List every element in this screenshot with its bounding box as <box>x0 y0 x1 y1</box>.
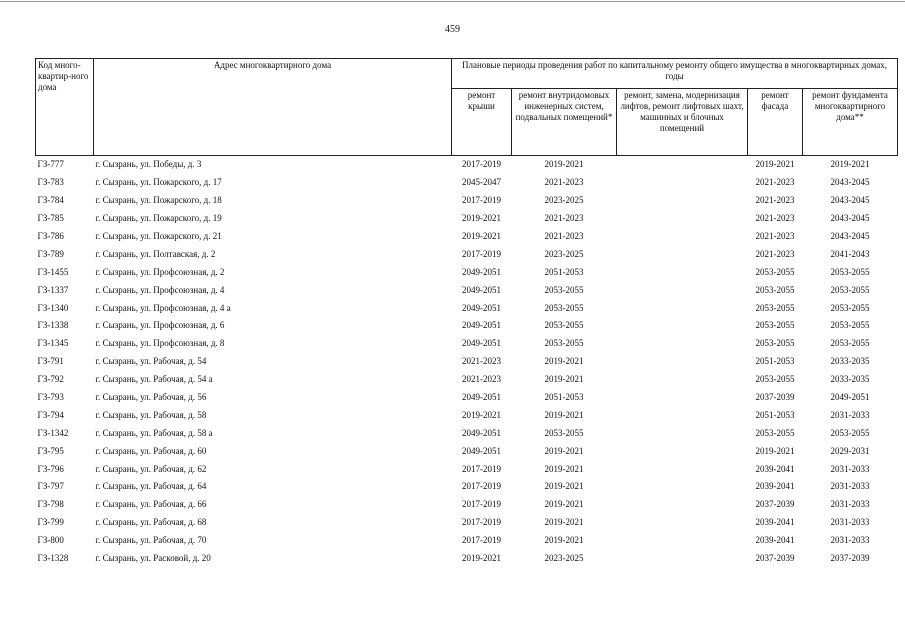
facade-period-cell: 2053-2055 <box>755 427 795 438</box>
header-facade-repair: ремонт фасада <box>748 89 803 156</box>
engineering-period-cell: 2019-2021 <box>544 481 584 492</box>
address-cell: г. Сызрань, ул. Профсоюзная, д. 6 <box>95 320 225 331</box>
foundation-period-cell: 2031-2033 <box>830 409 870 420</box>
elevator-period-cell <box>617 460 748 478</box>
house-code-cell: ГЗ-1340 <box>37 302 69 313</box>
address-cell: г. Сызрань, ул. Рабочая, д. 68 <box>95 517 207 528</box>
house-code-cell: ГЗ-1338 <box>37 320 69 331</box>
table-row <box>36 210 898 228</box>
house-code-cell: ГЗ-800 <box>37 535 64 546</box>
roof-period-cell: 2017-2019 <box>462 195 501 206</box>
roof-period-cell: 2017-2019 <box>462 535 501 546</box>
address-cell: г. Сызрань, ул. Пожарского, д. 17 <box>95 177 222 188</box>
house-code-cell: ГЗ-795 <box>37 445 64 456</box>
elevator-period-cell <box>617 317 748 335</box>
engineering-period-cell: 2051-2053 <box>544 392 584 403</box>
roof-period-cell: 2017-2019 <box>462 517 501 528</box>
house-code-cell: ГЗ-797 <box>37 481 64 492</box>
table-row <box>36 460 898 478</box>
elevator-period-cell <box>617 192 748 210</box>
facade-period-cell: 2053-2055 <box>755 338 795 349</box>
table-row <box>36 532 898 550</box>
engineering-period-cell: 2023-2025 <box>544 195 584 206</box>
header-planned-periods: Плановые периоды проведения работ по капитальному ремонту общего имущества в многоквартирных домах, годы <box>452 59 898 89</box>
table-body <box>36 156 898 568</box>
header-engineering-repair: ремонт внутридомовых инженерных систем, подвальных помещений* <box>512 89 617 156</box>
table-row <box>36 478 898 496</box>
table-row <box>36 371 898 389</box>
foundation-period-cell: 2053-2055 <box>830 427 870 438</box>
roof-period-cell: 2049-2051 <box>462 302 501 313</box>
engineering-period-cell: 2051-2053 <box>544 266 584 277</box>
engineering-period-cell: 2019-2021 <box>544 159 584 170</box>
elevator-period-cell <box>617 514 748 532</box>
house-code-cell: ГЗ-783 <box>37 177 64 188</box>
elevator-period-cell <box>617 496 748 514</box>
engineering-period-cell: 2019-2021 <box>544 517 584 528</box>
address-cell: г. Сызрань, ул. Рабочая, д. 66 <box>95 499 207 510</box>
roof-period-cell: 2021-2023 <box>462 374 501 385</box>
roof-period-cell: 2017-2019 <box>462 463 501 474</box>
elevator-period-cell <box>617 156 748 174</box>
facade-period-cell: 2051-2053 <box>755 356 795 367</box>
house-code-cell: ГЗ-793 <box>37 392 64 403</box>
address-cell: г. Сызрань, ул. Рабочая, д. 58 а <box>95 427 213 438</box>
header-roof-repair: ремонт крыши <box>452 89 512 156</box>
engineering-period-cell: 2019-2021 <box>544 463 584 474</box>
roof-period-cell: 2045-2047 <box>462 177 501 188</box>
roof-period-cell: 2019-2021 <box>462 553 501 564</box>
facade-period-cell: 2053-2055 <box>755 284 795 295</box>
address-cell: г. Сызрань, ул. Рабочая, д. 60 <box>95 445 207 456</box>
foundation-period-cell: 2033-2035 <box>830 374 870 385</box>
engineering-period-cell: 2019-2021 <box>544 445 584 456</box>
foundation-period-cell: 2043-2045 <box>830 195 870 206</box>
foundation-period-cell: 2033-2035 <box>830 356 870 367</box>
elevator-period-cell <box>617 335 748 353</box>
foundation-period-cell: 2031-2033 <box>830 463 870 474</box>
facade-period-cell: 2037-2039 <box>755 499 795 510</box>
roof-period-cell: 2049-2051 <box>462 266 501 277</box>
facade-period-cell: 2021-2023 <box>755 177 795 188</box>
facade-period-cell: 2039-2041 <box>755 517 795 528</box>
facade-period-cell: 2037-2039 <box>755 392 795 403</box>
house-code-cell: ГЗ-798 <box>37 499 64 510</box>
table-header <box>36 59 898 156</box>
elevator-period-cell <box>617 478 748 496</box>
roof-period-cell: 2017-2019 <box>462 481 501 492</box>
engineering-period-cell: 2053-2055 <box>544 320 584 331</box>
foundation-period-cell: 2043-2045 <box>830 231 870 241</box>
engineering-period-cell: 2019-2021 <box>544 356 584 367</box>
table-row <box>36 406 898 424</box>
table-row <box>36 550 898 568</box>
elevator-period-cell <box>617 245 748 263</box>
page-number: 459 <box>445 24 460 35</box>
facade-period-cell: 2039-2041 <box>755 463 795 474</box>
facade-period-cell: 2021-2023 <box>755 213 795 224</box>
roof-period-cell: 2019-2021 <box>462 409 501 420</box>
engineering-period-cell: 2019-2021 <box>544 409 584 420</box>
address-cell: г. Сызрань, ул. Рабочая, д. 54 а <box>95 374 213 385</box>
table-row <box>36 156 898 174</box>
facade-period-cell: 2021-2023 <box>755 231 795 241</box>
header-foundation-repair: ремонт фундамента многоквартирного дома** <box>803 89 898 156</box>
foundation-period-cell: 2029-2031 <box>830 445 870 456</box>
address-cell: г. Сызрань, ул. Рабочая, д. 54 <box>95 356 207 367</box>
engineering-period-cell: 2023-2025 <box>544 248 584 259</box>
elevator-period-cell <box>617 442 748 460</box>
house-code-cell: ГЗ-792 <box>37 374 64 385</box>
engineering-period-cell: 2019-2021 <box>544 535 584 546</box>
address-cell: г. Сызрань, ул. Пожарского, д. 21 <box>95 231 222 241</box>
roof-period-cell: 2049-2051 <box>462 392 501 403</box>
house-code-cell: ГЗ-784 <box>37 195 64 206</box>
table-row <box>36 389 898 407</box>
table-row <box>36 228 898 246</box>
table-row <box>36 335 898 353</box>
address-cell: г. Сызрань, ул. Рабочая, д. 64 <box>95 481 207 492</box>
address-cell: г. Сызрань, ул. Профсоюзная, д. 4 а <box>95 302 231 313</box>
address-cell: г. Сызрань, ул. Рабочая, д. 62 <box>95 463 207 474</box>
foundation-period-cell: 2041-2043 <box>830 248 870 259</box>
roof-period-cell: 2049-2051 <box>462 338 501 349</box>
house-code-cell: ГЗ-799 <box>37 517 64 528</box>
elevator-period-cell <box>617 424 748 442</box>
house-code-cell: ГЗ-1328 <box>37 553 69 564</box>
roof-period-cell: 2019-2021 <box>462 231 501 241</box>
elevator-period-cell <box>617 299 748 317</box>
address-cell: г. Сызрань, ул. Победы, д. 3 <box>95 159 202 170</box>
table-row <box>36 281 898 299</box>
table-row <box>36 496 898 514</box>
facade-period-cell: 2053-2055 <box>755 374 795 385</box>
house-code-cell: ГЗ-791 <box>37 356 64 367</box>
table-row <box>36 263 898 281</box>
house-code-cell: ГЗ-1342 <box>37 427 69 438</box>
page-top-edge <box>0 1 905 2</box>
address-cell: г. Сызрань, ул. Расковой, д. 20 <box>95 553 211 564</box>
house-code-cell: ГЗ-796 <box>37 463 64 474</box>
facade-period-cell: 2019-2021 <box>755 159 795 170</box>
roof-period-cell: 2017-2019 <box>462 499 501 510</box>
facade-period-cell: 2039-2041 <box>755 481 795 492</box>
table-row <box>36 299 898 317</box>
elevator-period-cell <box>617 228 748 246</box>
engineering-period-cell: 2019-2021 <box>544 499 584 510</box>
address-cell: г. Сызрань, ул. Пожарского, д. 19 <box>95 213 222 224</box>
foundation-period-cell: 2031-2033 <box>830 535 870 546</box>
foundation-period-cell: 2037-2039 <box>830 553 870 564</box>
roof-period-cell: 2049-2051 <box>462 284 501 295</box>
house-code-cell: ГЗ-777 <box>37 159 64 170</box>
facade-period-cell: 2053-2055 <box>755 320 795 331</box>
engineering-period-cell: 2053-2055 <box>544 427 584 438</box>
foundation-period-cell: 2031-2033 <box>830 499 870 510</box>
address-cell: г. Сызрань, ул. Профсоюзная, д. 2 <box>95 266 225 277</box>
address-cell: г. Сызрань, ул. Профсоюзная, д. 8 <box>95 338 225 349</box>
foundation-period-cell: 2053-2055 <box>830 302 870 313</box>
facade-period-cell: 2053-2055 <box>755 302 795 313</box>
house-code-cell: ГЗ-1455 <box>37 266 69 277</box>
foundation-period-cell: 2019-2021 <box>830 159 870 170</box>
header-address: Адрес многоквартирного дома <box>94 59 452 156</box>
elevator-period-cell <box>617 210 748 228</box>
foundation-period-cell: 2053-2055 <box>830 320 870 331</box>
house-code-cell: ГЗ-1337 <box>37 284 69 295</box>
table-row <box>36 174 898 192</box>
house-code-cell: ГЗ-785 <box>37 213 64 224</box>
elevator-period-cell <box>617 174 748 192</box>
table-row <box>36 424 898 442</box>
foundation-period-cell: 2053-2055 <box>830 338 870 349</box>
facade-period-cell: 2053-2055 <box>755 266 795 277</box>
engineering-period-cell: 2053-2055 <box>544 284 584 295</box>
facade-period-cell: 2039-2041 <box>755 535 795 546</box>
facade-period-cell: 2019-2021 <box>755 445 795 456</box>
capital-repair-schedule-table <box>35 58 898 567</box>
roof-period-cell: 2049-2051 <box>462 320 501 331</box>
table-row <box>36 192 898 210</box>
address-cell: г. Сызрань, ул. Полтавская, д. 2 <box>95 248 216 259</box>
address-cell: г. Сызрань, ул. Рабочая, д. 70 <box>95 535 207 546</box>
address-cell: г. Сызрань, ул. Профсоюзная, д. 4 <box>95 284 225 295</box>
header-house-code: Код много-квартир-ного дома <box>36 59 94 156</box>
elevator-period-cell <box>617 371 748 389</box>
facade-period-cell: 2021-2023 <box>755 248 795 259</box>
house-code-cell: ГЗ-794 <box>37 409 64 420</box>
table-row <box>36 514 898 532</box>
foundation-period-cell: 2043-2045 <box>830 177 870 188</box>
engineering-period-cell: 2023-2025 <box>544 553 584 564</box>
table-row <box>36 353 898 371</box>
facade-period-cell: 2037-2039 <box>755 553 795 564</box>
foundation-period-cell: 2031-2033 <box>830 481 870 492</box>
elevator-period-cell <box>617 550 748 568</box>
address-cell: г. Сызрань, ул. Рабочая, д. 58 <box>95 409 207 420</box>
address-cell: г. Сызрань, ул. Рабочая, д. 56 <box>95 392 207 403</box>
elevator-period-cell <box>617 406 748 424</box>
engineering-period-cell: 2021-2023 <box>544 213 584 224</box>
elevator-period-cell <box>617 532 748 550</box>
foundation-period-cell: 2043-2045 <box>830 213 870 224</box>
engineering-period-cell: 2021-2023 <box>544 231 584 241</box>
elevator-period-cell <box>617 353 748 371</box>
roof-period-cell: 2021-2023 <box>462 356 501 367</box>
engineering-period-cell: 2021-2023 <box>544 177 584 188</box>
facade-period-cell: 2051-2053 <box>755 409 795 420</box>
foundation-period-cell: 2053-2055 <box>830 266 870 277</box>
foundation-period-cell: 2049-2051 <box>830 392 870 403</box>
roof-period-cell: 2019-2021 <box>462 213 501 224</box>
roof-period-cell: 2017-2019 <box>462 248 501 259</box>
house-code-cell: ГЗ-789 <box>37 248 64 259</box>
table-row <box>36 245 898 263</box>
foundation-period-cell: 2053-2055 <box>830 284 870 295</box>
header-elevator-repair: ремонт, замена, модернизация лифтов, ремонт лифтовых шахт, машинных и блочных помещений <box>617 89 748 156</box>
engineering-period-cell: 2053-2055 <box>544 338 584 349</box>
house-code-cell: ГЗ-786 <box>37 231 64 241</box>
table-row <box>36 317 898 335</box>
roof-period-cell: 2049-2051 <box>462 427 501 438</box>
engineering-period-cell: 2053-2055 <box>544 302 584 313</box>
address-cell: г. Сызрань, ул. Пожарского, д. 18 <box>95 195 222 206</box>
house-code-cell: ГЗ-1345 <box>37 338 69 349</box>
foundation-period-cell: 2031-2033 <box>830 517 870 528</box>
table-row <box>36 442 898 460</box>
roof-period-cell: 2049-2051 <box>462 445 501 456</box>
elevator-period-cell <box>617 389 748 407</box>
roof-period-cell: 2017-2019 <box>462 159 501 170</box>
elevator-period-cell <box>617 263 748 281</box>
elevator-period-cell <box>617 281 748 299</box>
engineering-period-cell: 2019-2021 <box>544 374 584 385</box>
facade-period-cell: 2021-2023 <box>755 195 795 206</box>
